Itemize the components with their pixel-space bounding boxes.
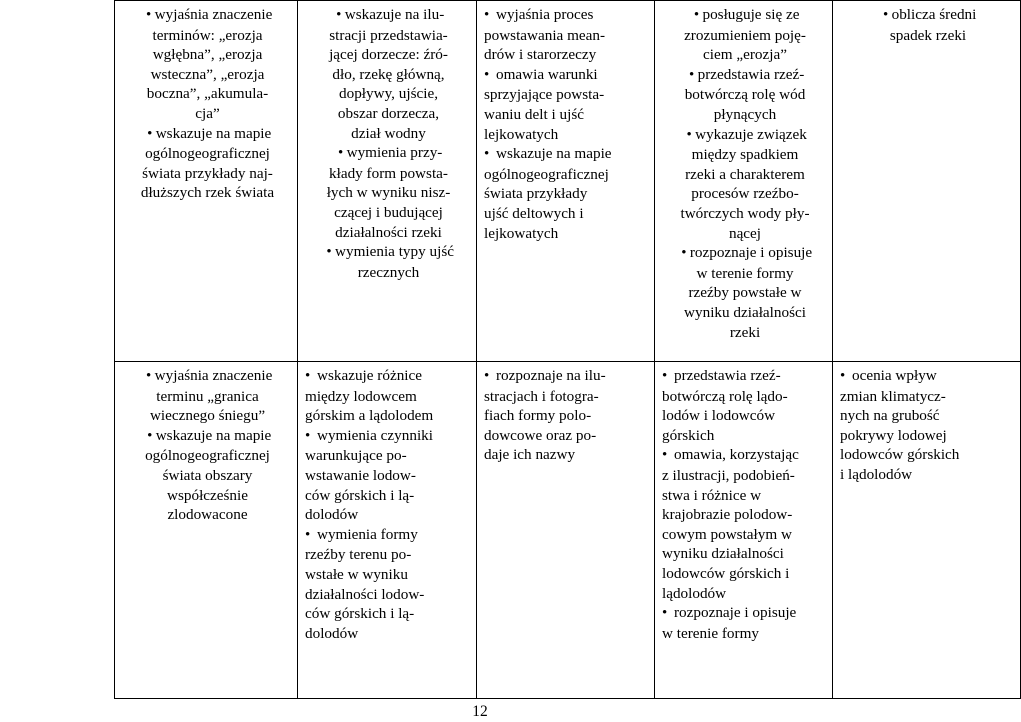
table-cell [477, 362, 655, 699]
bullet-item-start: • przedstawia rzeź- [662, 366, 828, 387]
table-cell [833, 362, 1021, 699]
text-line: ogólnogeograficznej [145, 447, 270, 465]
text-line: spadek rzeki [889, 26, 967, 44]
text-line: kłady form powsta- [329, 164, 448, 182]
requirements-table [114, 0, 1021, 699]
text-line: botwórczą rolę lądo- [662, 387, 788, 405]
text-line: w terenie formy [662, 624, 759, 642]
text-line: procesów rzeźbo- [691, 185, 799, 203]
text-line: rzeki [729, 323, 761, 341]
text-line: ców górskich i lą- [305, 486, 415, 504]
text-line: wsteczna”, „erozja [150, 65, 265, 83]
text-line: górskich [662, 426, 715, 444]
text-line: dział wodny [351, 124, 426, 142]
bullet-item-start: • omawia, korzystając [662, 445, 828, 466]
bullet-item-start: • wyjaśnia proces [484, 5, 650, 26]
text-line: świata przykłady naj- [142, 164, 273, 182]
table-cell [115, 362, 298, 699]
text-line: stracji przedstawia- [329, 26, 448, 44]
bullet-item-start: • przedstawia rzeź- [662, 65, 828, 86]
text-line: zrozumieniem poję- [684, 26, 806, 44]
text-line: dolodów [305, 506, 359, 524]
text-line: stwa i różnice w [662, 486, 762, 504]
text-line: działalności rzeki [335, 223, 442, 241]
text-line: ciem „erozja” [703, 46, 787, 64]
text-line: dłuższych rzek świata [140, 184, 275, 202]
table-cell [115, 1, 298, 362]
bullet-item-start: • rozpoznaje i opisuje [662, 603, 828, 624]
bullet-item-start: • wymienia typy ujść [305, 242, 472, 263]
bullet-item-start: • posługuje się ze [662, 5, 828, 26]
text-line: wyniku działalności [662, 545, 784, 563]
bullet-item-start: • omawia warunki [484, 65, 650, 86]
text-line: ujść deltowych i [484, 204, 584, 222]
table-cell [298, 1, 477, 362]
text-line: terminów: „erozja [152, 26, 263, 44]
page-number: 12 [472, 703, 488, 720]
requirements-table-body [115, 1, 1021, 699]
table-cell [298, 362, 477, 699]
text-line: rzecznych [357, 263, 420, 281]
bullet-item-start: • oblicza średni [840, 5, 1016, 26]
text-line: terminu „granica [156, 387, 259, 405]
bullet-item-start: • wyjaśnia znaczenie [122, 366, 293, 387]
text-line: współcześnie [167, 486, 248, 504]
table-cell [655, 362, 833, 699]
text-line: rzeźby powstałe w [688, 284, 802, 302]
bullet-item-start: • wykazuje związek [662, 125, 828, 146]
text-line: rzeki a charakterem [685, 165, 805, 183]
text-line: lejkowatych [484, 125, 559, 143]
text-line: drów i starorzeczy [484, 46, 597, 64]
text-line: daje ich nazwy [484, 446, 576, 464]
text-line: i lądolodów [840, 465, 913, 483]
text-line: działalności lodow- [305, 585, 425, 603]
text-line: lodów i lodowców [662, 407, 776, 425]
text-line: wstałe w wyniku [305, 565, 408, 583]
text-line: między lodowcem [305, 387, 417, 405]
bullet-item-start: • wskazuje na mapie [122, 426, 293, 447]
text-line: między spadkiem [691, 146, 799, 164]
text-line: łych w wyniku nisz- [326, 184, 451, 202]
text-line: świata obszary [162, 466, 253, 484]
text-line: lądolodów [662, 584, 727, 602]
bullet-item-start: • wskazuje na mapie [484, 144, 650, 165]
text-line: krajobrazie polodow- [662, 506, 793, 524]
text-line: zmian klimatycz- [840, 387, 946, 405]
bullet-item-start: • rozpoznaje i opisuje [662, 243, 828, 264]
bullet-item-start: • ocenia wpływ [840, 366, 1016, 387]
text-line: lodowców górskich i [662, 564, 790, 582]
text-line: sprzyjające powsta- [484, 86, 605, 104]
table-cell [655, 1, 833, 362]
text-line: waniu delt i ujść [484, 105, 584, 123]
table-cell [833, 1, 1021, 362]
text-line: dolodów [305, 624, 359, 642]
text-line: ców górskich i lą- [305, 605, 415, 623]
text-line: ogólnogeograficznej [484, 165, 609, 183]
text-line: twórczych wody pły- [680, 204, 810, 222]
text-line: nych na grubość [840, 407, 940, 425]
text-line: powstawania mean- [484, 26, 606, 44]
text-line: zlodowacone [167, 506, 248, 524]
text-line: obszar dorzecza, [337, 104, 440, 122]
text-line: rzeźby terenu po- [305, 546, 412, 564]
text-line: lodowców górskich [840, 446, 960, 464]
text-line: cowym powstałym w [662, 525, 792, 543]
text-line: wiecznego śniegu” [149, 407, 266, 425]
text-line: cja” [195, 104, 220, 122]
text-line: czącej i budującej [334, 203, 443, 221]
text-line: w terenie formy [696, 264, 794, 282]
text-line: lejkowatych [484, 224, 559, 242]
bullet-item-start: • wymienia przy- [305, 143, 472, 164]
text-line: botwórczą rolę wód [684, 86, 806, 104]
text-line: wyniku działalności [684, 303, 806, 321]
text-line: płynących [713, 105, 777, 123]
text-line: jącej dorzecze: źró- [329, 46, 448, 64]
text-line: ogólnogeograficznej [145, 145, 270, 163]
text-line: stracjach i fotogra- [484, 387, 599, 405]
bullet-item-start: • wymienia formy [305, 525, 472, 546]
text-line: nącej [728, 224, 762, 242]
text-line: pokrywy lodowej [840, 426, 947, 444]
text-line: fiach formy polo- [484, 407, 592, 425]
bullet-item-start: • rozpoznaje na ilu- [484, 366, 650, 387]
text-line: boczna”, „akumula- [146, 85, 269, 103]
text-line: świata przykłady [484, 185, 588, 203]
text-line: dopływy, ujście, [339, 85, 438, 103]
bullet-item-start: • wymienia czynniki [305, 426, 472, 447]
text-line: z ilustracji, podobień- [662, 466, 795, 484]
bullet-item-start: • wyjaśnia znaczenie [122, 5, 293, 26]
table-cell [477, 1, 655, 362]
text-line: wstawanie lodow- [305, 466, 416, 484]
table-row [115, 362, 1021, 699]
bullet-item-start: • wskazuje na ilu- [305, 5, 472, 26]
text-line: warunkujące po- [305, 447, 407, 465]
text-line: dło, rzekę główną, [332, 65, 445, 83]
bullet-item-start: • wskazuje różnice [305, 366, 472, 387]
table-row [115, 1, 1021, 362]
text-line: wgłębna”, „erozja [152, 46, 263, 64]
text-line: dowcowe oraz po- [484, 426, 597, 444]
bullet-item-start: • wskazuje na mapie [122, 124, 293, 145]
text-line: górskim a lądolodem [305, 407, 434, 425]
